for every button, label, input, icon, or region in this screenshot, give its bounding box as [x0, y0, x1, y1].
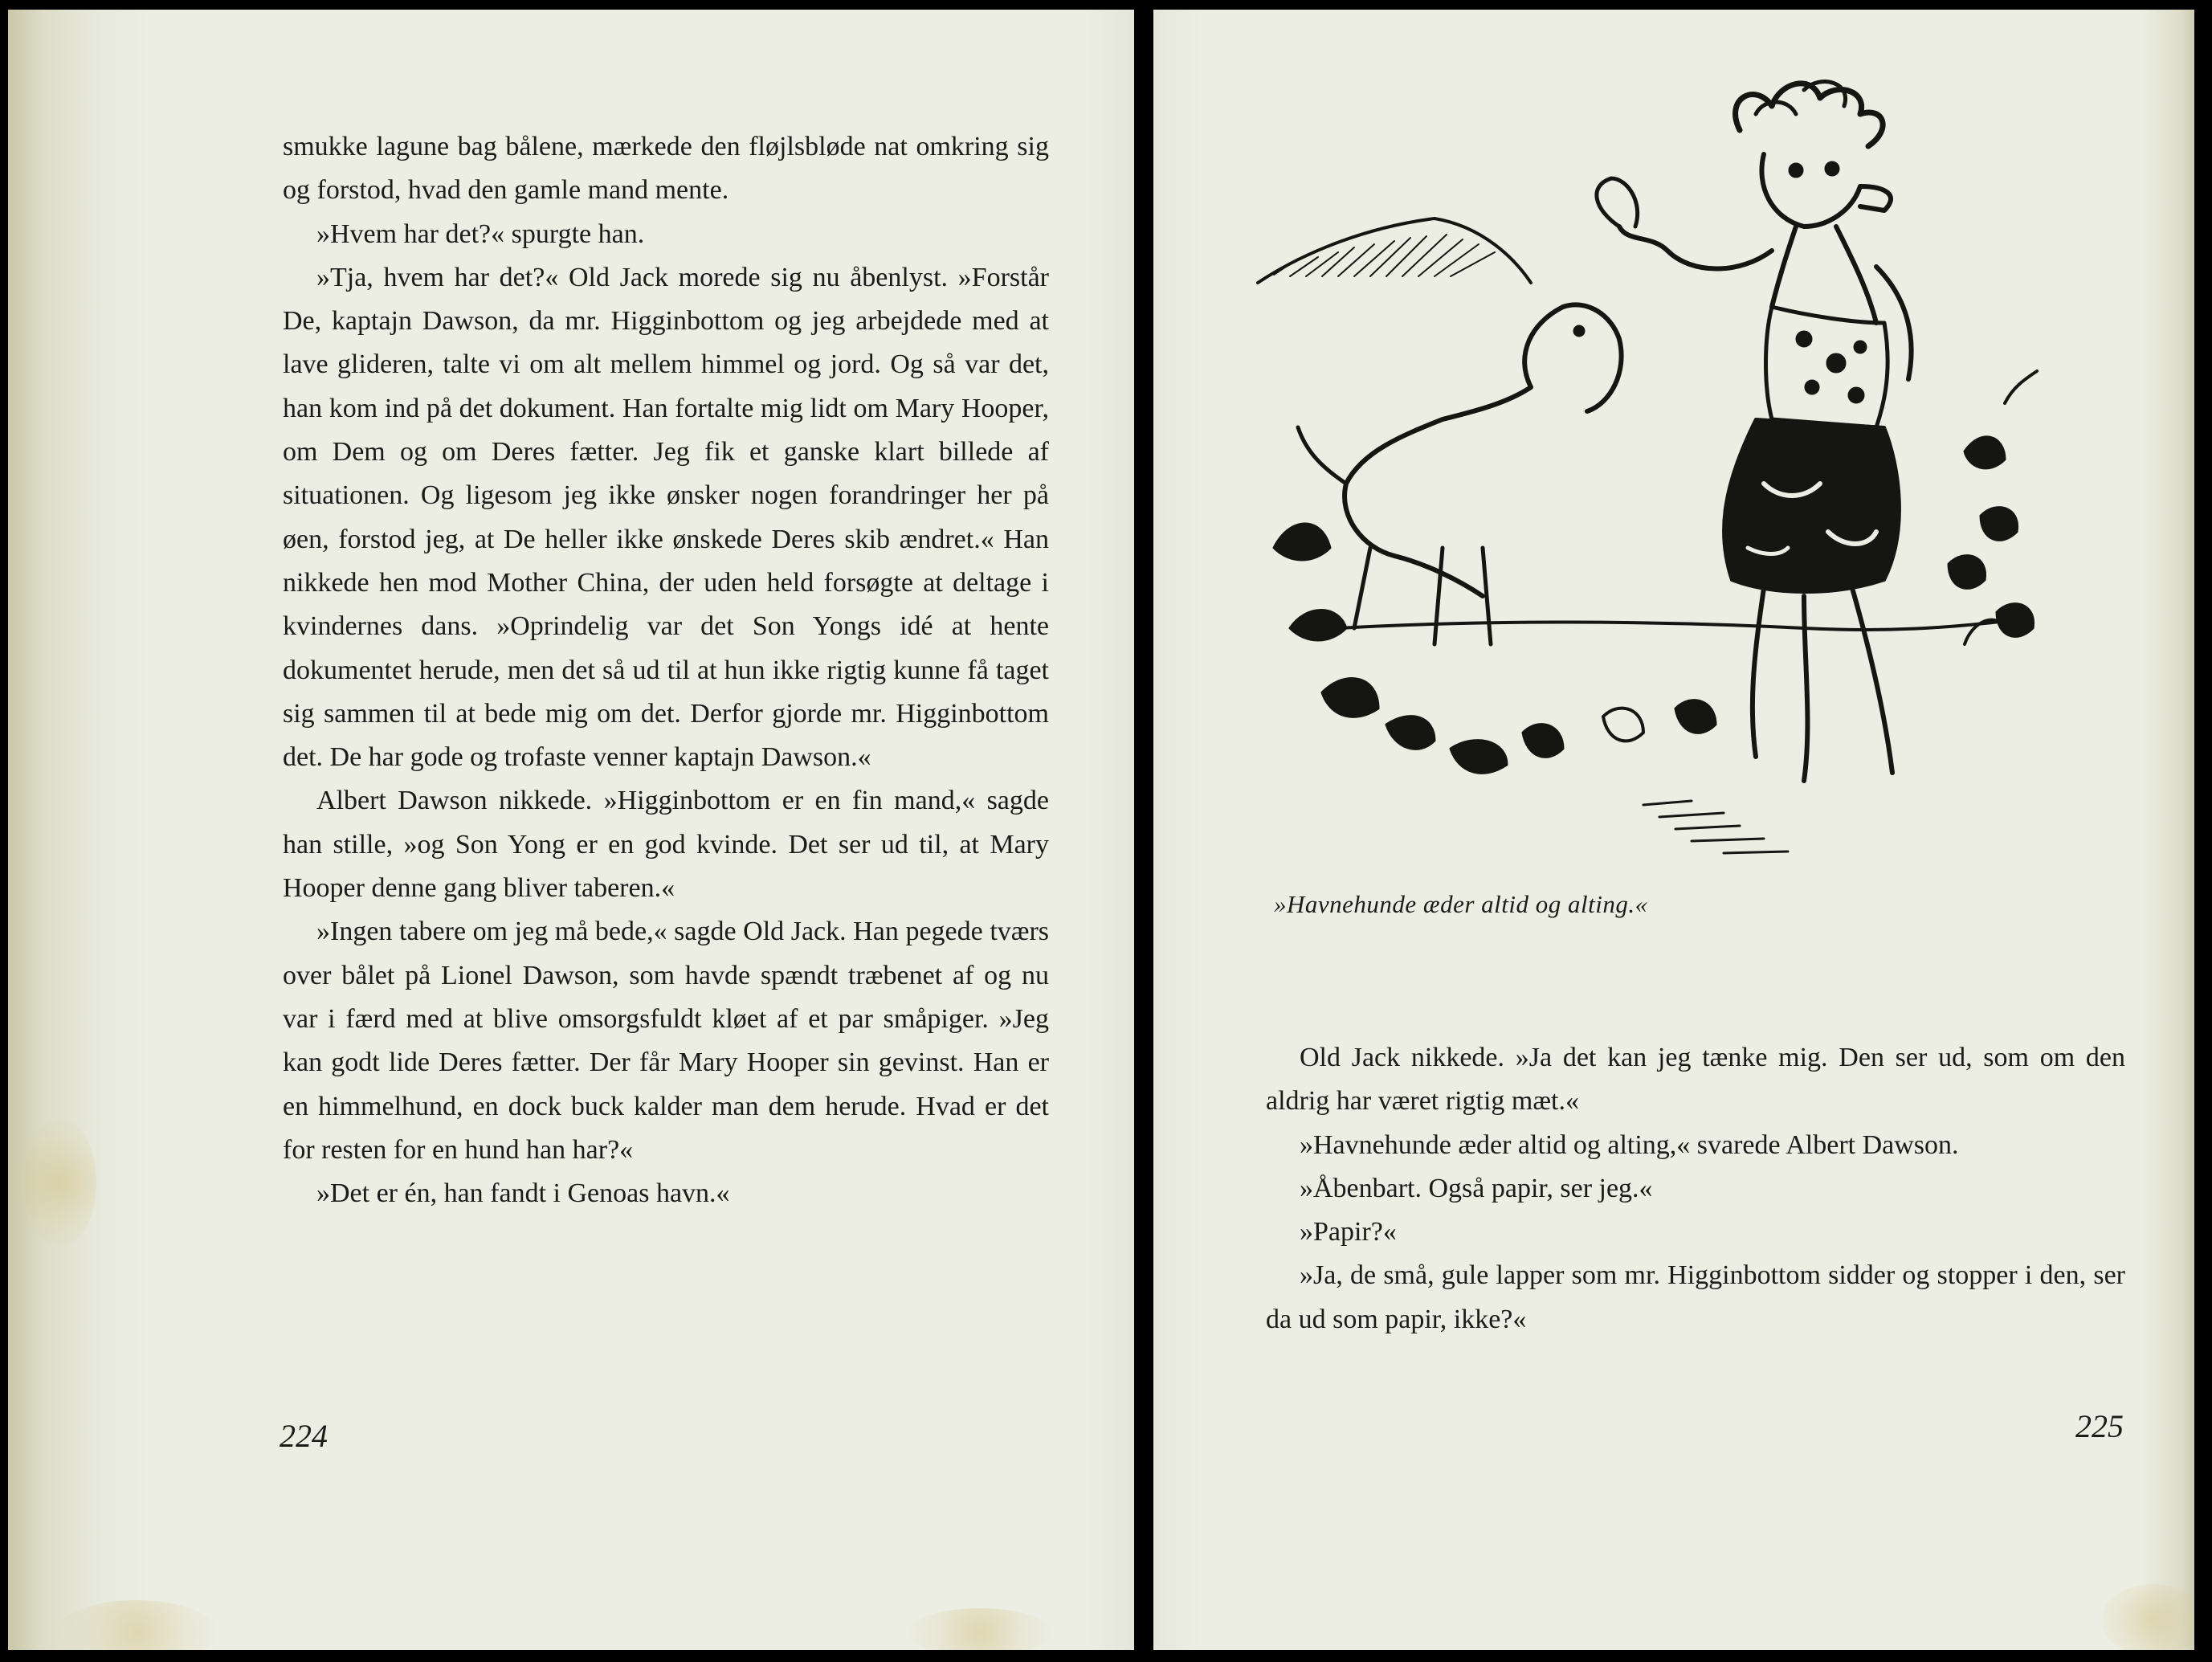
paragraph: »Det er én, han fandt i Genoas havn.«	[316, 1178, 730, 1209]
page-number: 225	[2075, 1408, 2124, 1444]
paragraph: »Papir?«	[1300, 1217, 1397, 1248]
page-stain	[56, 1600, 217, 1650]
illustration-caption: »Havnehunde æder altid og alting.«	[1274, 890, 1648, 918]
paragraph: Albert Dawson nikkede. »Higginbottom er en fin mand,« sagde han stille, »og Son Yong er en god kvinde. Det ser ud til, at Mary Hooper denne gang bliver taberen.«	[283, 786, 1049, 904]
paragraph: »Åbenbart. Også papir, ser jeg.«	[1300, 1173, 1653, 1203]
paragraph: »Havnehunde æder altid og alting,« svarede Albert Dawson.	[1300, 1129, 1959, 1160]
left-page-body-text	[283, 125, 1049, 1215]
right-page-body-text	[1266, 1036, 2125, 1341]
paragraph: »Hvem har det?« spurgte han.	[316, 218, 645, 249]
right-page	[1153, 10, 2194, 1650]
woman-with-dog-illustration	[1242, 66, 2045, 885]
left-page	[8, 10, 1134, 1650]
page-number: 224	[280, 1418, 328, 1454]
page-stain	[908, 1608, 1052, 1650]
page-stain	[24, 1118, 96, 1247]
paragraph: »Ja, de små, gule lapper som mr. Higginbottom sidder og stopper i den, ser da ud som papir, ikke?«	[1266, 1260, 2125, 1334]
paragraph: smukke lagune bag bålene, mærkede den fløjlsbløde nat omkring sig og forstod, hvad den gamle mand mente.	[283, 132, 1049, 206]
paragraph: »Tja, hvem har det?« Old Jack morede sig nu åbenlyst. »Forstår De, kaptajn Dawson, da mr. Higginbottom og jeg arbejdede med at lave glideren, talte vi om alt mellem himmel og jord. Og så var det, han kom ind på det dokument. Han fortalte mig lidt om Mary Hooper, om Dem og om Deres fætter. Jeg fik et ganske klart billede af situationen. Og ligesom jeg ikke ønsker nogen forandringer her på øen, forstod jeg, at De heller ikke ønskede Deres skib ændret.« Han nikkede hen mod Mother China, der uden held forsøgte at deltage i kvindernes dans. »Oprindelig var det Son Yongs idé at hente dokumentet herude, men det så ud til at hun ikke rigtig kunne få taget sig sammen til at bede mig om det. Derfor gjorde mr. Higginbottom det. De har gode og trofaste venner kaptajn Dawson.«	[283, 262, 1049, 773]
paragraph: »Ingen tabere om jeg må bede,« sagde Old Jack. Han pegede tværs over bålet på Lionel Dawson, som havde spændt træbenet af og nu var i færd med at blive omsorgsfuldt kløet af et par småpiger. »Jeg kan godt lide Deres fætter. Der får Mary Hooper sin gevinst. Han er en himmelhund, en dock buck kalder man dem herude. Hvad er det for resten for en hund han har?«	[283, 917, 1049, 1165]
page-stain	[2101, 1584, 2194, 1650]
paragraph: Old Jack nikkede. »Ja det kan jeg tænke mig. Den ser ud, som om den aldrig har været rigtig mæt.«	[1266, 1043, 2125, 1117]
